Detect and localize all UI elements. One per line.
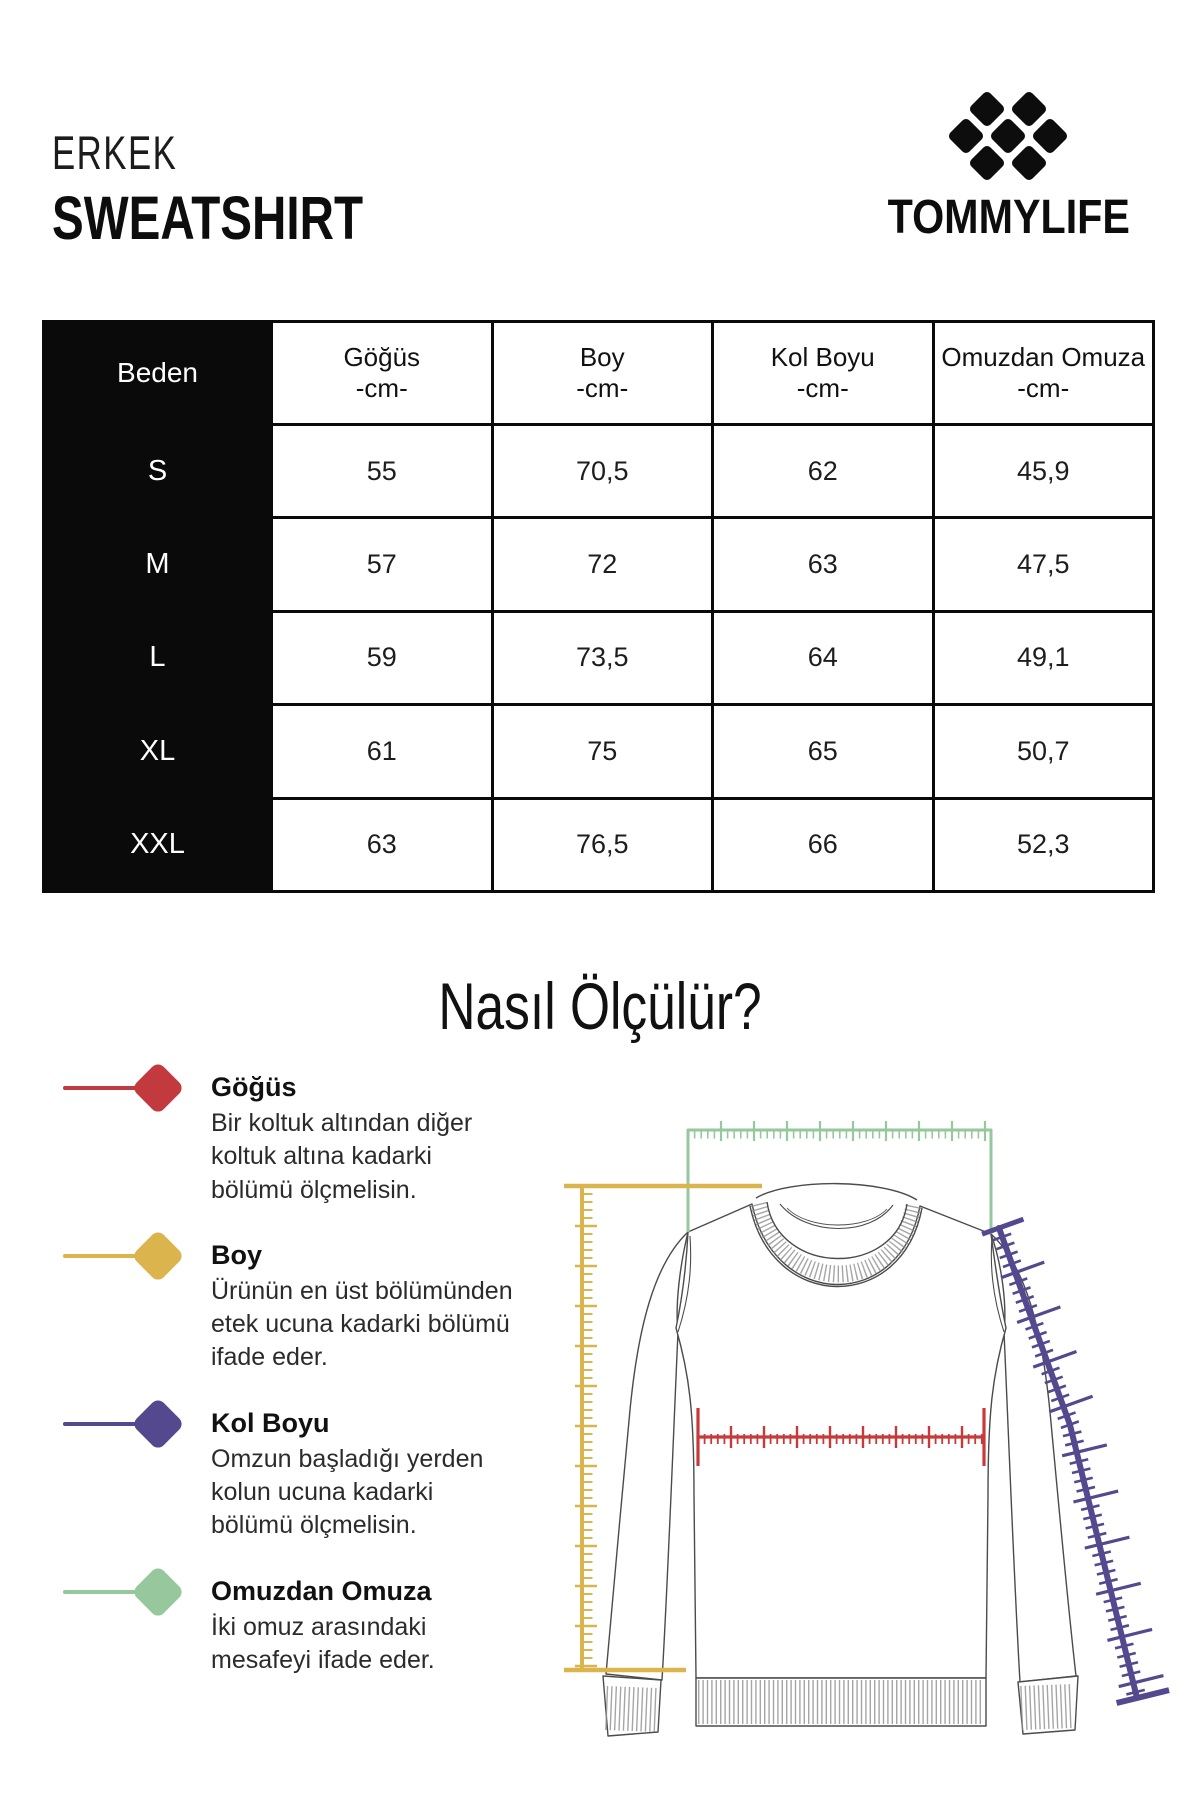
cell-value: 70,5 — [492, 425, 713, 518]
table-row — [44, 518, 1154, 611]
table-row — [44, 798, 1154, 891]
size-label: L — [44, 611, 272, 704]
cell-value: 66 — [713, 798, 934, 891]
legend-name: Göğüs — [211, 1072, 297, 1102]
legend-description: Ürünün en üst bölümünden etek ucuna kadarki bölümü ifade eder. — [211, 1276, 513, 1372]
cell-value: 61 — [272, 705, 493, 798]
right-sleeve — [991, 1234, 1076, 1682]
product-title: SWEATSHIRT — [52, 184, 364, 253]
cell-value: 50,7 — [933, 705, 1154, 798]
col-header-boy: Boy -cm- — [492, 322, 713, 425]
how-to-measure-title: Nasıl Ölçülür? — [438, 969, 762, 1043]
cell-value: 76,5 — [492, 798, 713, 891]
diamond-marker-icon — [63, 1574, 183, 1614]
legend-description: İki omuz arasındaki mesafeyi ifade eder. — [211, 1612, 435, 1674]
table-row — [44, 425, 1154, 518]
legend-item-kol-boyu — [63, 1406, 533, 1543]
cell-value: 49,1 — [933, 611, 1154, 704]
cell-value: 59 — [272, 611, 493, 704]
diamond-marker-icon — [63, 1070, 183, 1110]
cell-value: 65 — [713, 705, 934, 798]
legend-description: Omzun başladığı yerden kolun ucuna kadarki bölümü ölçmelisin. — [211, 1444, 484, 1540]
left-sleeve — [606, 1232, 688, 1680]
size-table — [42, 320, 1155, 893]
cell-value: 57 — [272, 518, 493, 611]
legend-name: Omuzdan Omuza — [211, 1575, 432, 1606]
table-header-row — [44, 322, 1154, 425]
size-label: M — [44, 518, 272, 611]
hem-band — [696, 1678, 986, 1726]
col-header-gogus: Göğüs -cm- — [272, 322, 493, 425]
size-label: S — [44, 425, 272, 518]
col-header-kol-boyu: Kol Boyu -cm- — [713, 322, 934, 425]
cell-value: 62 — [713, 425, 934, 518]
table-row — [44, 611, 1154, 704]
legend-item-gogus — [63, 1070, 533, 1207]
col-header-beden: Beden — [44, 322, 272, 425]
cell-value: 73,5 — [492, 611, 713, 704]
legend-description: Bir koltuk altından diğer koltuk altına kadarki bölümü ölçmelisin. — [211, 1109, 473, 1204]
diamond-marker-icon — [63, 1238, 183, 1278]
cell-value: 72 — [492, 518, 713, 611]
legend-item-boy — [63, 1238, 533, 1375]
brand-name: TOMMYLIFE — [887, 191, 1130, 244]
cell-value: 64 — [713, 611, 934, 704]
cell-value: 47,5 — [933, 518, 1154, 611]
diamond-marker-icon — [63, 1406, 183, 1446]
size-label: XXL — [44, 798, 272, 891]
cell-value: 52,3 — [933, 798, 1154, 891]
cell-value: 75 — [492, 705, 713, 798]
table-row — [44, 705, 1154, 798]
cell-value: 63 — [713, 518, 934, 611]
legend-name: Kol Boyu — [211, 1407, 330, 1438]
legend-item-omuzdan-omuza — [63, 1574, 533, 1678]
brand-logo — [868, 90, 1148, 242]
sweatshirt-diagram — [540, 1080, 1200, 1800]
cell-value: 45,9 — [933, 425, 1154, 518]
page-title — [52, 128, 451, 252]
cell-value: 55 — [272, 425, 493, 518]
cell-value: 63 — [272, 798, 493, 891]
sweatshirt-outline — [603, 1204, 1078, 1736]
col-header-omuzdan-omuza: Omuzdan Omuza -cm- — [933, 322, 1154, 425]
measurement-legend — [63, 1070, 533, 1708]
body — [676, 1204, 1006, 1678]
category-title: ERKEK — [52, 126, 178, 179]
size-label: XL — [44, 705, 272, 798]
brand-diamonds-icon — [940, 90, 1076, 182]
legend-name: Boy — [211, 1239, 263, 1270]
